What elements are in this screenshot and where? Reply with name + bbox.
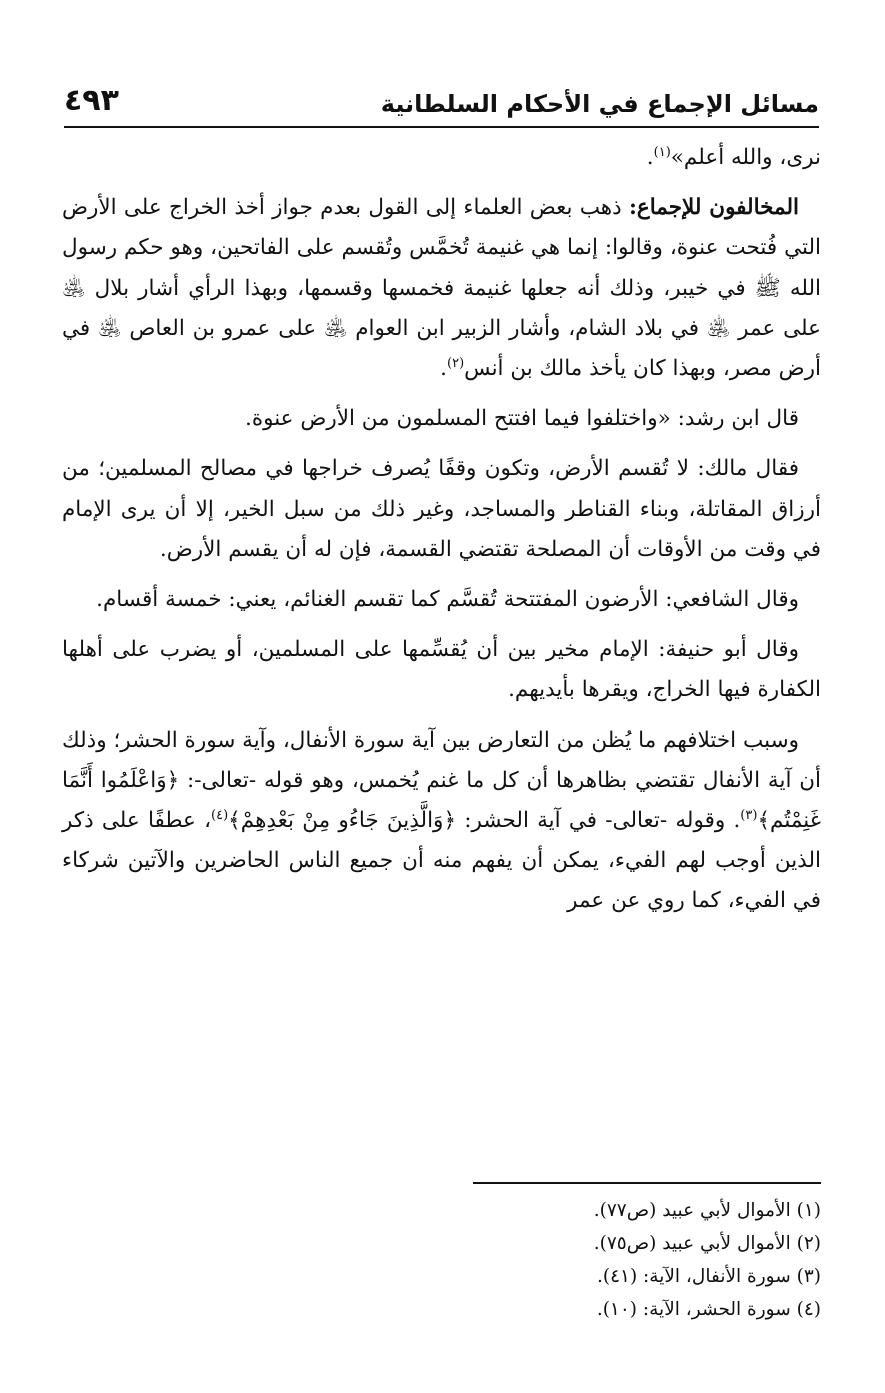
footnote-ref: (٣) (740, 807, 758, 823)
paragraph-lead: المخالفون للإجماع: (628, 195, 799, 221)
book-title: مسائل الإجماع في الأحكام السلطانية (380, 90, 819, 118)
paragraph-tail: . (440, 356, 448, 382)
paragraph-text: وسبب اختلافهم ما يُظن من التعارض بين آية سورة الأنفال، وآية سورة الحشر؛ وذلك أن آية الأنفال تقتضي بظاهرها أن كل ما غنم يُخمس، وهو قوله -تعالى-: ﴿وَاعْلَمُوا أَنَّمَا غَنِمْتُم﴾ (61, 727, 821, 834)
paragraph-6 (62, 630, 821, 710)
paragraph-text: ذهب بعض العلماء إلى القول بعدم جواز أخذ الخراج على الأرض التي فُتحت عنوة، وقالوا: إنما هي غنيمة تُخمَّس وتُقسم على الفاتحين، وهو حكم رسول الله ﷺ في خيبر، وذلك أنه جعلها غنيمة فخمسها وقسمها، وبهذا الرأي أشار بلال ﵁ على عمر ﵁ في بلاد الشام، وأشار الزبير ابن العوام ﵁ على عمرو بن العاص ﵁ في أرض مصر، وبهذا كان يأخذ مالك بن أنس (62, 195, 821, 382)
paragraph-text: وقال الشافعي: الأرضون المفتتحة تُقسَّم كما تقسم الغنائم، يعني: خمسة أقسام. (96, 587, 799, 613)
paragraph-tail: . (646, 145, 654, 170)
page-number: ٤٩٣ (64, 83, 119, 118)
footnote-2: (٢) الأموال لأبي عبيد (ص٧٥). (593, 1233, 821, 1254)
footnote-4: (٤) سورة الحشر، الآية: (١٠). (596, 1299, 821, 1320)
page-header (64, 68, 819, 128)
footnote-ref: (٢) (447, 355, 465, 371)
footnote-ref: (٤) (211, 807, 229, 823)
footnote-divider (473, 1182, 821, 1184)
paragraph-text: قال ابن رشد: «واختلفوا فيما افتتح المسلمون من الأرض عنوة. (244, 406, 799, 432)
footnote-ref: (١) (653, 144, 671, 160)
footnote-3: (٣) سورة الأنفال، الآية: (٤١). (596, 1266, 821, 1287)
paragraph-4 (62, 449, 821, 570)
paragraph-5 (62, 580, 821, 620)
body-text (62, 138, 821, 932)
paragraph-1 (62, 138, 821, 178)
paragraph-3 (62, 399, 821, 439)
footnote-1: (١) الأموال لأبي عبيد (ص٧٧). (593, 1200, 821, 1221)
paragraph-text: نرى، والله أعلم» (670, 145, 821, 170)
paragraph-2 (62, 188, 821, 389)
paragraph-7 (62, 721, 821, 922)
paragraph-text: . وقوله -تعالى- في آية الحشر: ﴿وَالَّذِينَ جَاءُو مِنْ بَعْدِهِمْ﴾ (228, 808, 741, 834)
paragraph-text: فقال مالك: لا تُقسم الأرض، وتكون وقفًا يُصرف خراجها في مصالح المسلمين؛ من أرزاق المقاتلة، وبناء القناطر والمساجد، وغير ذلك من سبل الخير، إلا أن يرى الإمام في وقت من الأوقات أن المصلحة تقتضي القسمة، فإن له أن يقسم الأرض. (62, 456, 821, 562)
paragraph-text: ، عطفًا على ذكر الذين أوجب لهم الفيء، يمكن أن يفهم منه أن جميع الناس الحاضرين والآتين شركاء في الفيء، كما روي عن عمر (62, 808, 821, 914)
paragraph-text: وقال أبو حنيفة: الإمام مخير بين أن يُقسِّمها على المسلمين، أو يضرب على أهلها الكفارة فيها الخراج، ويقرها بأيديهم. (62, 637, 821, 703)
footnotes (64, 1194, 821, 1326)
